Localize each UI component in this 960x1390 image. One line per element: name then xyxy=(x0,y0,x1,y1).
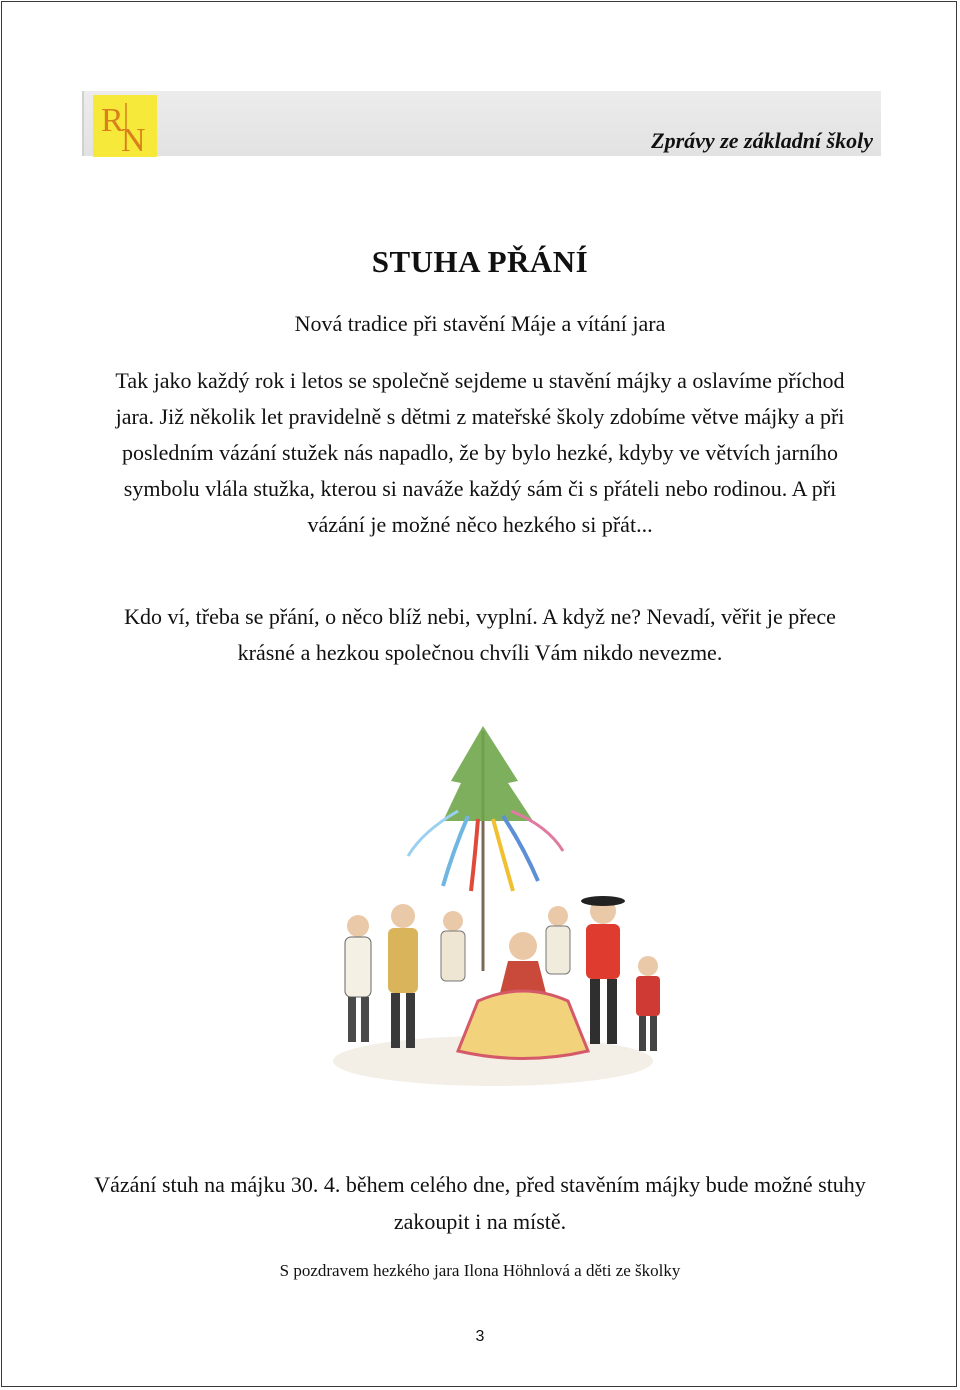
header-title: Zprávy ze základní školy xyxy=(651,128,873,153)
svg-text:N: N xyxy=(121,122,146,157)
header-bar xyxy=(82,91,881,156)
page-number: 3 xyxy=(475,1328,485,1345)
maypole-dance-illustration xyxy=(303,721,684,1102)
article-paragraph: Tak jako každý rok i letos se společně sejdeme u stavění májky a oslavíme příchod jara. Již několik let pravidelně s dětmi z mateřské školy zdobíme větve májky a při posledním vázání stužek nás napadlo, že by bylo hezké, kdyby ve větvích jarního symbolu vlála stužka, kterou si naváže každý sám či s přáteli nebo rodinou. A při vázání je možné něco hezkého si přát... xyxy=(115,368,845,537)
rn-logo xyxy=(93,95,157,157)
article-subtitle: Nová tradice při stavění Máje a vítání jara xyxy=(294,311,666,336)
svg-text:R: R xyxy=(101,102,124,139)
article-paragraph: Kdo ví, třeba se přání, o něco blíž nebi, vyplní. A když ne? Nevadí, věřit je přece krásné a hezkou společnou chvíli Vám nikdo nevezme. xyxy=(124,604,836,665)
signature: S pozdravem hezkého jara Ilona Höhnlová a děti ze školky xyxy=(279,1261,681,1280)
article-title: STUHA PŘÁNÍ xyxy=(371,244,589,279)
closing-note: Vázání stuh na májku 30. 4. během celého dne, před stavěním májky bude možné stuhy zakoupit i na místě. xyxy=(94,1172,866,1234)
